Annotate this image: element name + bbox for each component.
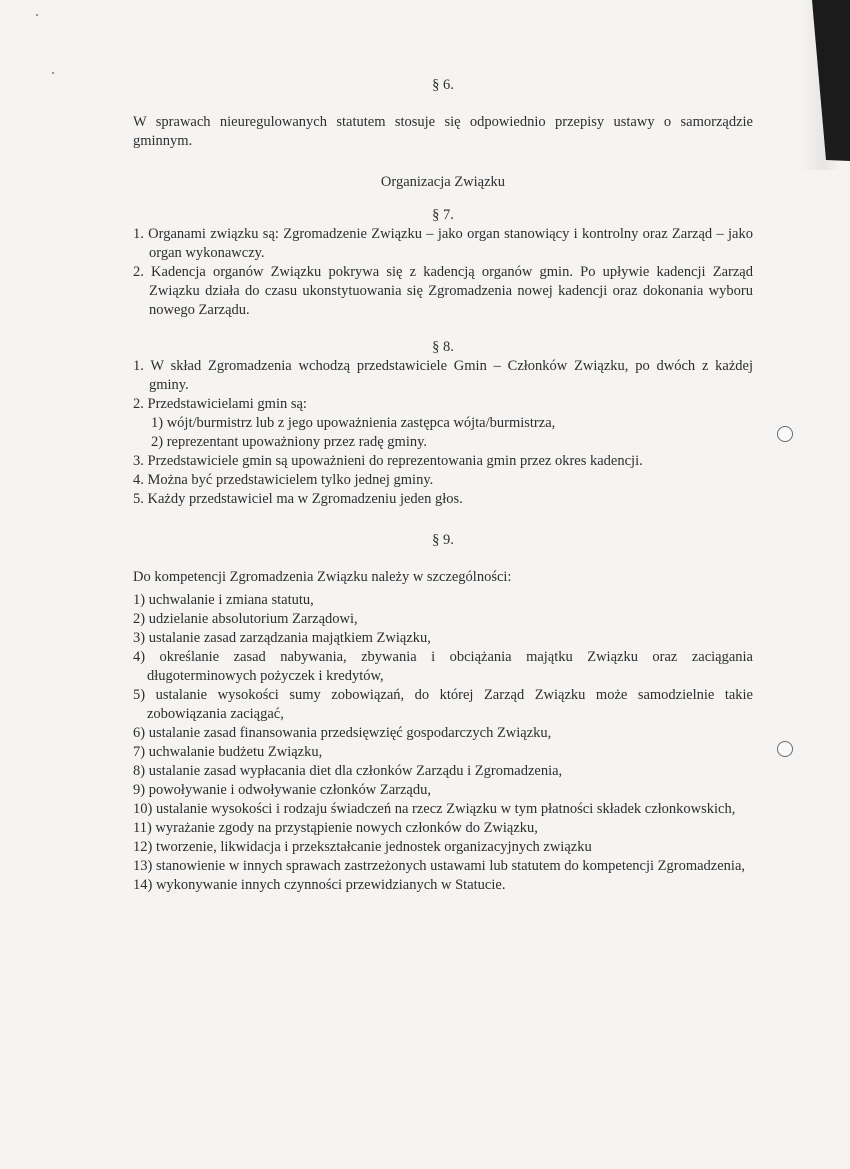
section-9-item: 9) powoływanie i odwoływanie członków Zarządu, [133,782,431,798]
section-9-item: 6) ustalanie zasad finansowania przedsięwzięć gospodarczych Związku, [133,725,552,741]
section-8-item: 3. Przedstawiciele gmin są upoważnieni do reprezentowania gmin przez okres kadencji. [133,453,643,469]
section-9-intro: Do kompetencji Zgromadzenia Związku należy w szczególności: [133,569,512,585]
section-9-item: 12) tworzenie, likwidacja i przekształcanie jednostek organizacyjnych związku [133,839,592,855]
section-8-item: 4. Można być przedstawicielem tylko jednej gminy. [133,472,434,488]
section-7-title: § 7. [432,207,454,223]
paper-fold-shadow [800,0,840,170]
section-8-item: 5. Każdy przedstawiciel ma w Zgromadzeniu jeden głos. [133,491,463,507]
section-7-item: 1. Organami związku są: Zgromadzenie Związku – jako organ stanowiący i kontrolny oraz Zarząd – jako organ wykonawczy. [133,226,753,261]
section-9-list [133,591,753,895]
punch-hole [777,741,793,757]
section-9-title: § 9. [432,532,454,548]
section-9-item: 2) udzielanie absolutorium Zarządowi, [133,611,358,627]
scan-speck [52,72,54,74]
section-8-subitem: 1) wójt/burmistrz lub z jego upoważnienia zastępca wójta/burmistrza, [151,415,556,431]
section-9-item: 14) wykonywanie innych czynności przewidzianych w Statucie. [133,877,506,893]
section-6-text: W sprawach nieuregulowanych statutem stosuje się odpowiednio przepisy ustawy o samorządzie gminnym. [133,114,753,149]
section-9-item: 13) stanowienie w innych sprawach zastrzeżonych ustawami lub statutem do kompetencji Zgromadzenia, [133,858,746,874]
section-8-title: § 8. [432,339,454,355]
section-9-item: 8) ustalanie zasad wypłacania diet dla członków Zarządu i Zgromadzenia, [133,763,563,779]
document-body [133,70,753,895]
section-6-title: § 6. [432,77,454,93]
section-9-item: 11) wyrażanie zgody na przystąpienie nowych członków do Związku, [133,820,538,836]
organizacja-heading: Organizacja Związku [380,174,506,190]
section-9-item: 7) uchwalanie budżetu Związku, [133,744,323,760]
scan-speck [36,14,38,16]
section-7-list [133,225,753,320]
section-8-item: 1. W skład Zgromadzenia wchodzą przedstawiciele Gmin – Członków Związku, po dwóch z każdej gminy. [133,358,753,393]
section-8-item: 2. Przedstawicielami gmin są: [133,396,307,412]
section-8-list [133,357,753,509]
section-9-item: 4) określanie zasad nabywania, zbywania i obciążania majątku Związku oraz zaciągania długoterminowych pożyczek i kredytów, [133,649,753,684]
section-9-item: 3) ustalanie zasad zarządzania majątkiem Związku, [133,630,431,646]
section-9-item: 5) ustalanie wysokości sumy zobowiązań, do której Zarząd Związku może samodzielnie takie zobowiązania zaciągać, [133,687,753,722]
section-9-item: 1) uchwalanie i zmiana statutu, [133,592,314,608]
punch-hole [777,426,793,442]
section-8-subitem: 2) reprezentant upoważniony przez radę gminy. [151,434,428,450]
section-9-item: 10) ustalanie wysokości i rodzaju świadczeń na rzecz Związku w tym płatności składek członkowskich, [133,801,736,817]
section-7-item: 2. Kadencja organów Związku pokrywa się z kadencją organów gmin. Po upływie kadencji Zarząd Związku działa do czasu ukonstytuowania się Zgromadzenia nowej kadencji oraz dokonania wyboru nowego Zarządu. [133,264,753,318]
